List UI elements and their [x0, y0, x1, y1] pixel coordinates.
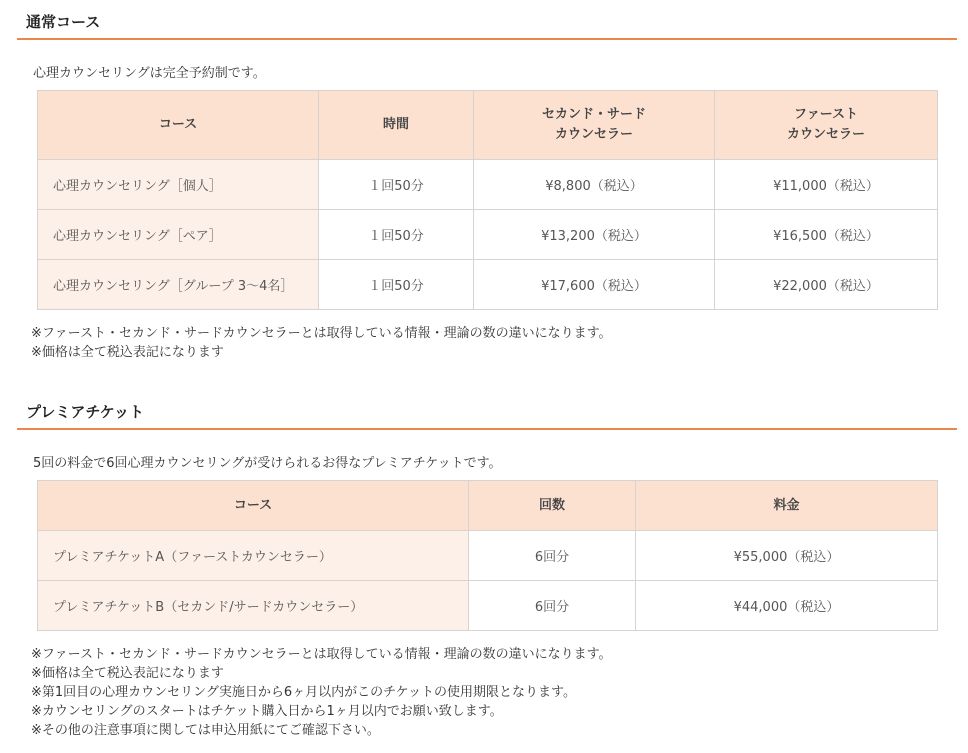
price-first: ¥22,000（税込）	[715, 260, 938, 310]
premium-section-divider	[17, 428, 957, 430]
course-time: １回50分	[319, 160, 474, 210]
course-name: 心理カウンセリング［個人］	[38, 160, 319, 210]
header-first-counselor: ファースト カウンセラー	[715, 91, 938, 160]
ticket-price: ¥55,000（税込）	[636, 531, 938, 581]
note-text: ※第1回目の心理カウンセリング実施日から6ヶ月以内がこのチケットの使用期限となります。	[31, 685, 576, 700]
table-row	[38, 160, 938, 210]
table-header-row	[38, 481, 938, 531]
price-second-third: ¥13,200（税込）	[474, 210, 715, 260]
premium-notes	[31, 645, 612, 740]
ticket-price: ¥44,000（税込）	[636, 581, 938, 631]
header-count: 回数	[469, 481, 636, 531]
note-text: ※その他の注意事項に関しては申込用紙にてご確認下さい。	[31, 723, 380, 738]
table-header-row	[38, 91, 938, 160]
table-row	[38, 260, 938, 310]
course-name: 心理カウンセリング［ペア］	[38, 210, 319, 260]
note-text: ※価格は全て税込表記になります	[31, 666, 224, 681]
table-row	[38, 581, 938, 631]
note-text: ※価格は全て税込表記になります	[31, 345, 224, 360]
regular-notes	[31, 324, 612, 362]
price-second-third: ¥8,800（税込）	[474, 160, 715, 210]
header-time: 時間	[319, 91, 474, 160]
regular-section-divider	[17, 38, 957, 40]
note-text: ※ファースト・セカンド・サードカウンセラーとは取得している情報・理論の数の違いになります。	[31, 647, 612, 662]
course-name: プレミアチケットB（セカンド/サードカウンセラー）	[38, 581, 469, 631]
course-name: 心理カウンセリング［グループ 3〜4名］	[38, 260, 319, 310]
header-course: コース	[38, 91, 319, 160]
header-second-third-counselor: セカンド・サード カウンセラー	[474, 91, 715, 160]
course-time: １回50分	[319, 210, 474, 260]
price-first: ¥11,000（税込）	[715, 160, 938, 210]
premium-intro-text: 5回の料金で6回心理カウンセリングが受けられるお得なプレミアチケットです。	[33, 456, 502, 471]
table-row	[38, 531, 938, 581]
header-price: 料金	[636, 481, 938, 531]
course-name: プレミアチケットA（ファーストカウンセラー）	[38, 531, 469, 581]
regular-intro-text: 心理カウンセリングは完全予約制です。	[33, 66, 266, 81]
note-text: ※カウンセリングのスタートはチケット購入日から1ヶ月以内でお願い致します。	[31, 704, 503, 719]
price-second-third: ¥17,600（税込）	[474, 260, 715, 310]
table-row	[38, 210, 938, 260]
regular-price-table	[37, 90, 938, 310]
premium-price-table	[37, 480, 938, 631]
price-first: ¥16,500（税込）	[715, 210, 938, 260]
course-time: １回50分	[319, 260, 474, 310]
regular-section-title: 通常コース	[26, 13, 101, 31]
session-count: 6回分	[469, 581, 636, 631]
premium-section-title: プレミアチケット	[26, 403, 145, 421]
header-course: コース	[38, 481, 469, 531]
session-count: 6回分	[469, 531, 636, 581]
note-text: ※ファースト・セカンド・サードカウンセラーとは取得している情報・理論の数の違いになります。	[31, 326, 612, 341]
